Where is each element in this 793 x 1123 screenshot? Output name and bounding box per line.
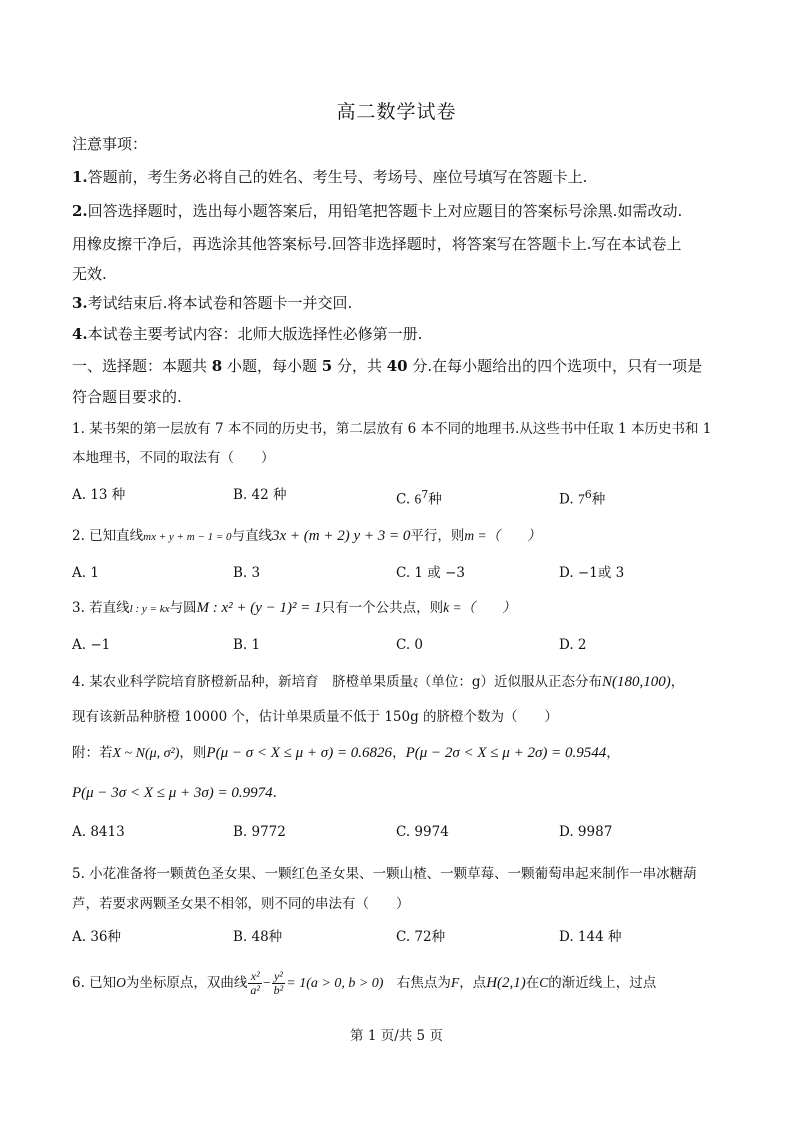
notice-item-3 xyxy=(72,293,727,313)
line-equation: l : y = kx xyxy=(129,603,170,615)
notice-item-2-line-2: 用橡皮擦干净后，再选涂其他答案标号.回答非选择题时，将答案写在答题卡上.写在本试卷上 xyxy=(72,235,682,253)
q1-option-d: D. $7^6$种 xyxy=(559,488,606,508)
q1-option-b: B. 42 种 xyxy=(233,487,287,503)
question-4-text-line-2: 现有该新品种脐橙 10000 个，估计单果质量不低于 150g 的脐橙个数为（ ） xyxy=(72,709,559,725)
notice-item-text: 答题前，考生务必将自己的姓名、考生号、考场号、座位号填写在答题卡上. xyxy=(87,168,588,186)
question-1-text: 1. 某书架的第一层放有 7 本不同的历史书，第二层放有 6 本不同的地理书.从这些书中任取 1 本历史书和 1 xyxy=(72,421,712,437)
q1-option-c: C. $6^7$种 xyxy=(396,488,442,508)
q3-option-d: D. 2 xyxy=(559,637,587,653)
q5-option-b: B. 48种 xyxy=(233,929,283,945)
circle-equation: M : x² + (y − 1)² = 1 xyxy=(196,600,322,616)
notice-item-number: 1. xyxy=(72,168,88,186)
notice-item-1 xyxy=(72,167,727,187)
question-1-text-line-2: 本地理书，不同的取法有（ ） xyxy=(72,450,275,466)
fraction-y: $\frac{\text{y²}}{\text{b²}}$ xyxy=(273,969,284,997)
q2-option-a: A. 1 xyxy=(72,565,99,581)
q5-option-d: D. 144 种 xyxy=(559,929,622,945)
question-4-text: 4. 某农业科学院培育脐橙新品种，新培育 脐橙单果质量ξ（单位：g）近似服从正态分布N(180,100)， xyxy=(72,674,685,690)
notice-item-number: 2. xyxy=(72,202,88,220)
notice-item-4 xyxy=(72,324,727,344)
q2-option-b: B. 3 xyxy=(233,565,261,581)
line-equation-2: 3x + (m + 2) y + 3 = 0 xyxy=(272,528,411,544)
q5-option-c: C. 72种 xyxy=(396,929,446,945)
fraction-x: $\frac{\text{x²}}{\text{a²}}$ xyxy=(250,969,261,997)
q4-option-c: C. 9974 xyxy=(396,824,449,840)
question-3-text: 3. 若直线l : y = kx与圆M : x² + (y − 1)² = 1只有一个公共点，则k =（ ） xyxy=(72,600,516,616)
q4-option-d: D. 9987 xyxy=(559,824,613,840)
line-equation-1: mx + y + m − 1 = 0 xyxy=(143,531,232,543)
notice-item-2 xyxy=(72,201,727,221)
question-4-note-line-2: P(μ − 3σ < X ≤ μ + 3σ) = 0.9974. xyxy=(72,785,277,801)
notice-item-text: 考试结束后.将本试卷和答题卡一并交回. xyxy=(87,294,353,312)
q3-option-b: B. 1 xyxy=(233,637,261,653)
section-heading: 一、选择题：本题共 8 小题，每小题 5 分，共 40 分.在每小题给出的四个选项中，只有一项是 xyxy=(72,357,703,375)
q2-option-d: D. −1或 3 xyxy=(559,565,625,581)
q4-option-b: B. 9772 xyxy=(233,824,286,840)
notice-item-number: 3. xyxy=(72,294,88,312)
notice-heading: 注意事项： xyxy=(72,135,148,153)
notice-item-text: 本试卷主要考试内容：北师大版选择性必修第一册. xyxy=(87,325,423,343)
normal-distribution: N(180,100) xyxy=(602,674,671,690)
q4-option-a: A. 8413 xyxy=(72,824,125,840)
page-footer: 第 1 页/共 5 页 xyxy=(350,1028,443,1044)
question-2-text: 2. 已知直线mx + y + m − 1 = 0与直线3x + (m + 2) y + 3 = 0平行，则m =（ ） xyxy=(72,528,541,544)
notice-item-text: 回答选择题时，选出每小题答案后，用铅笔把答题卡上对应题目的答案标号涂黑.如需改动. xyxy=(87,202,683,220)
notice-item-2-line-3: 无效. xyxy=(72,265,107,283)
q1-option-a: A. 13 种 xyxy=(72,487,126,503)
q3-option-c: C. 0 xyxy=(396,637,424,653)
question-5-text-line-2: 芦，若要求两颗圣女果不相邻，则不同的串法有（ ） xyxy=(72,896,410,912)
page-title: 高二数学试卷 xyxy=(336,101,457,123)
section-heading-line-2: 符合题目要求的. xyxy=(72,388,182,406)
question-4-note: 附：若X ~ N(μ, σ²)，则P(μ − σ < X ≤ μ + σ) = 0.6826，P(μ − 2σ < X ≤ μ + 2σ) = 0.9544， xyxy=(72,745,620,761)
question-5-text: 5. 小花准备将一颗黄色圣女果、一颗红色圣女果、一颗山楂、一颗草莓、一颗葡萄串起来制作一串冰糖葫 xyxy=(72,866,697,882)
notice-item-number: 4. xyxy=(72,325,88,343)
q2-option-c: C. 1 或 −3 xyxy=(396,565,466,581)
q3-option-a: A. −1 xyxy=(72,637,111,653)
q5-option-a: A. 36种 xyxy=(72,929,122,945)
question-6-text: 6. 已知O为坐标原点，双曲线 $\frac{\text{x²}}{\text{a²}}$ − $\frac{\text{y²}}{\text{b²}}$ = 1(a > 0, b > 0) 右焦点为F，点H(2,1)在C的渐近线上，过点 xyxy=(72,969,657,997)
